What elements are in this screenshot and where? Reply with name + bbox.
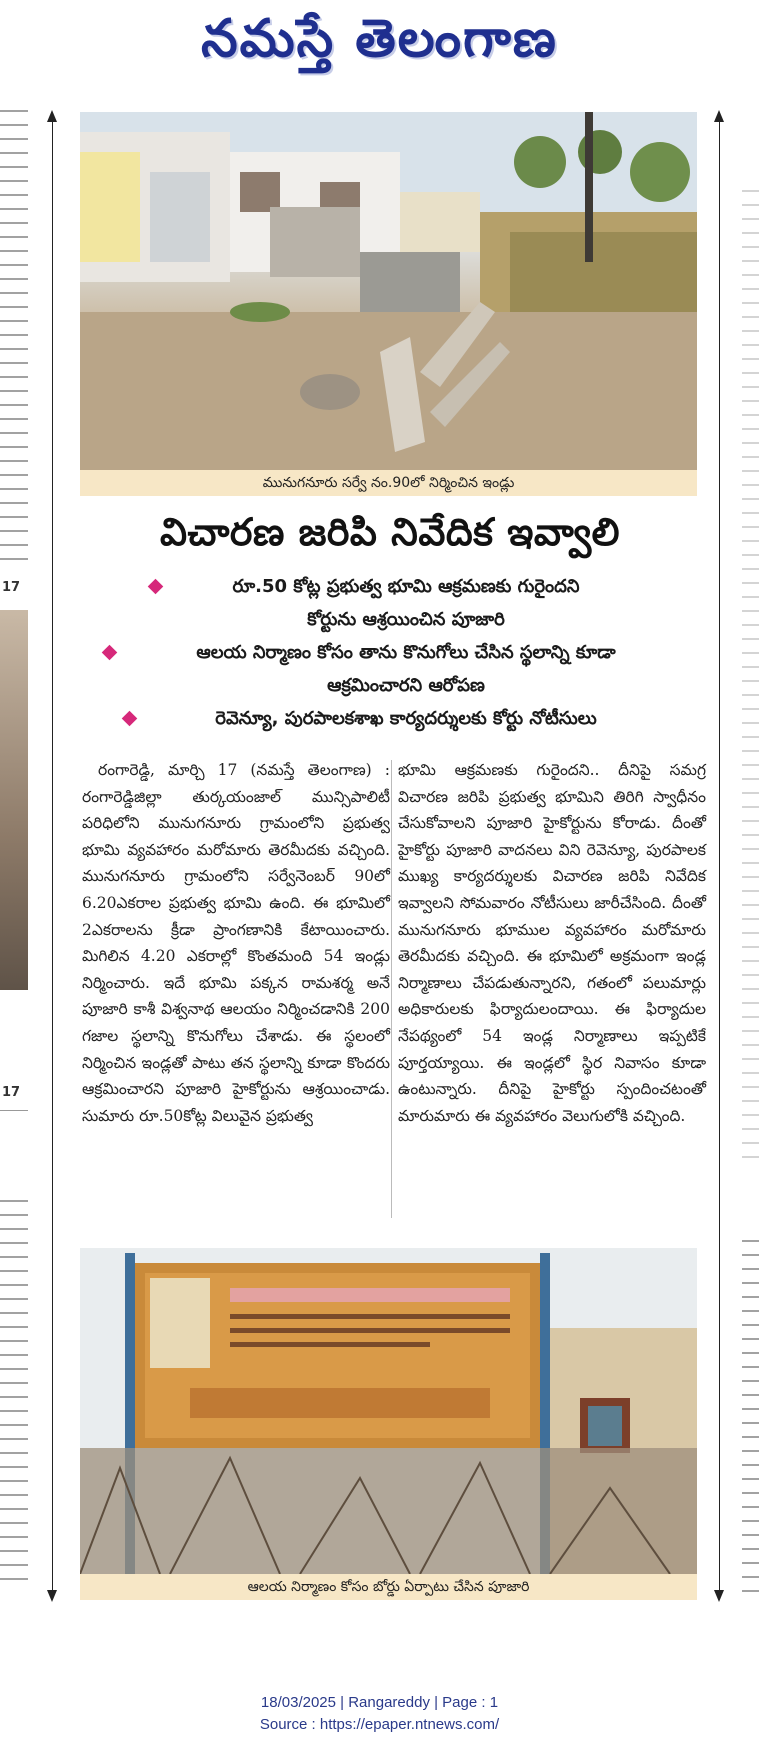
arrow-down-icon: [714, 1590, 724, 1602]
bottom-photo-caption: ఆలయ నిర్మాణం కోసం బోర్డు ఏర్పాటు చేసిన పూజారి: [80, 1574, 697, 1600]
article-body-column-1: రంగారెడ్డి, మార్చి 17 (నమస్తే తెలంగాణ) : రంగారెడ్డిజిల్లా తుర్కయంజాల్ మున్సిపాలిటీ పరిధిలోని మునుగనూరు గ్రామంలోని ప్రభుత్వ భూమి వ్యవహారం మరోమారు తెరమీదకు వచ్చింది. మునుగనూరు గ్రామంలోని సర్వేనెంబర్ 90లో 6.20ఎకరాల ప్రభుత్వ భూమి ఉంది. ఈ భూమిలో 2ఎకరాలను క్రీడా ప్రాంగణానికి కేటాయించారు. మిగిలిన 4.20 ఎకరాల్లో కొంతమంది 54 ఇండ్లు నిర్మించారు. ఇదే భూమి పక్కన రామశర్మ అనే పూజారి కాశీ విశ్వనాథ ఆలయం నిర్మించడానికి 200 గజాల స్థలాన్ని కొనుగోలు చేశాడు. ఈ స్థలంలో నిర్మించిన ఇండ్లతో పాటు తన స్థలాన్ని కూడా కొందరు ఆక్రమించారని పూజారి హైకోర్టును ఆశ్రయించాడు. సుమారు రూ.50కోట్ల విలువైన ప్రభుత్వ: [82, 761, 390, 1125]
footer-source-link[interactable]: Source : https://epaper.ntnews.com/: [259, 1716, 500, 1733]
highlight-bullets: [80, 570, 710, 735]
temple-board-scene: [80, 1248, 697, 1574]
left-adjacent-column: [0, 110, 28, 1600]
right-adjacent-column: [742, 110, 759, 1600]
arrow-up-icon: [714, 110, 724, 122]
photo-houses-survey-90: [80, 112, 697, 470]
arrow-down-icon: [47, 1590, 57, 1602]
houses-scene: [80, 112, 697, 470]
left-fragment-number: 17: [2, 580, 21, 595]
bullet-item: [80, 702, 710, 735]
right-fragment-text: [742, 1240, 759, 1600]
column-divider: [391, 760, 392, 1218]
bullet-line: ఆలయ నిర్మాణం కోసం తాను కొనుగోలు చేసిన స్థలాన్ని కూడా: [196, 642, 616, 663]
bullet-line: రెవెన్యూ, పురపాలకశాఖ కార్యదర్శులకు కోర్టు నోటీసులు: [215, 708, 597, 729]
newspaper-masthead: నమస్తే తెలంగాణ: [201, 8, 558, 69]
bullet-item: [80, 636, 710, 702]
page-footer: [0, 1692, 759, 1736]
photo-temple-board: [80, 1248, 697, 1574]
footer-date-edition: 18/03/2025 | Rangareddy | Page : 1: [260, 1694, 499, 1711]
left-fragment-rule: [0, 1110, 28, 1111]
article-body-column-2: భూమి ఆక్రమణకు గురైందని.. దీనిపై సమగ్ర విచారణ జరిపి ప్రభుత్వ భూమిని తిరిగి స్వాధీనం చేసుకోవాలని పూజారి హైకోర్టును కోరాడు. దీంతో హైకోర్టు పూజారి వాదనలు విని రెవెన్యూ, పురపాలక ముఖ్య కార్యదర్శులకు విచారణ జరిపి నివేదిక ఇవ్వాలని సోమవారం నోటీసులు జారీచేసింది. దీంతో మునుగనూరు భూముల వ్యవహారం మరోమారు తెరమీదకు వచ్చింది. ఈ భూమిలో అక్రమంగా ఇండ్ల నిర్మాణాలు చేపడుతున్నారని, గతంలో పలుమార్లు అధికారులకు ఫిర్యాదులందాయి. ఈ ఫిర్యాదుల నేపథ్యంలో 54 ఇండ్ల నిర్మాణాలు ఇప్పటికే పూర్తయ్యాయి. ఈ ఇండ్లలో స్థిర నివాసం కూడా ఉంటున్నారు. దీనిపై హైకోర్టు స్పందించటంతో మారుమారు ఈ వ్యవహారం వెలుగులోకి వచ్చింది.: [398, 761, 706, 1125]
bullet-line: రూ.50 కోట్ల ప్రభుత్వ భూమి ఆక్రమణకు గురైందని: [232, 576, 580, 597]
column-boundary-line: [719, 118, 720, 1598]
column-boundary-line: [52, 118, 53, 1598]
top-photo-caption: మునుగనూరు సర్వే నం.90లో నిర్మించిన ఇండ్లు: [80, 470, 697, 496]
bullet-line: ఆక్రమించారని ఆరోపణ: [327, 675, 485, 696]
bullet-line: కోర్టును ఆశ్రయించిన పూజారి: [307, 609, 505, 630]
left-fragment-text: [0, 110, 28, 570]
left-fragment-text: [0, 1200, 28, 1580]
left-fragment-number: 17: [2, 1085, 21, 1100]
bullet-item: [80, 570, 710, 636]
arrow-up-icon: [47, 110, 57, 122]
article-headline: విచారణ జరిపి నివేదిక ఇవ్వాలి: [160, 510, 620, 554]
left-fragment-photo: [0, 610, 28, 990]
right-fragment-text: [742, 190, 759, 1170]
